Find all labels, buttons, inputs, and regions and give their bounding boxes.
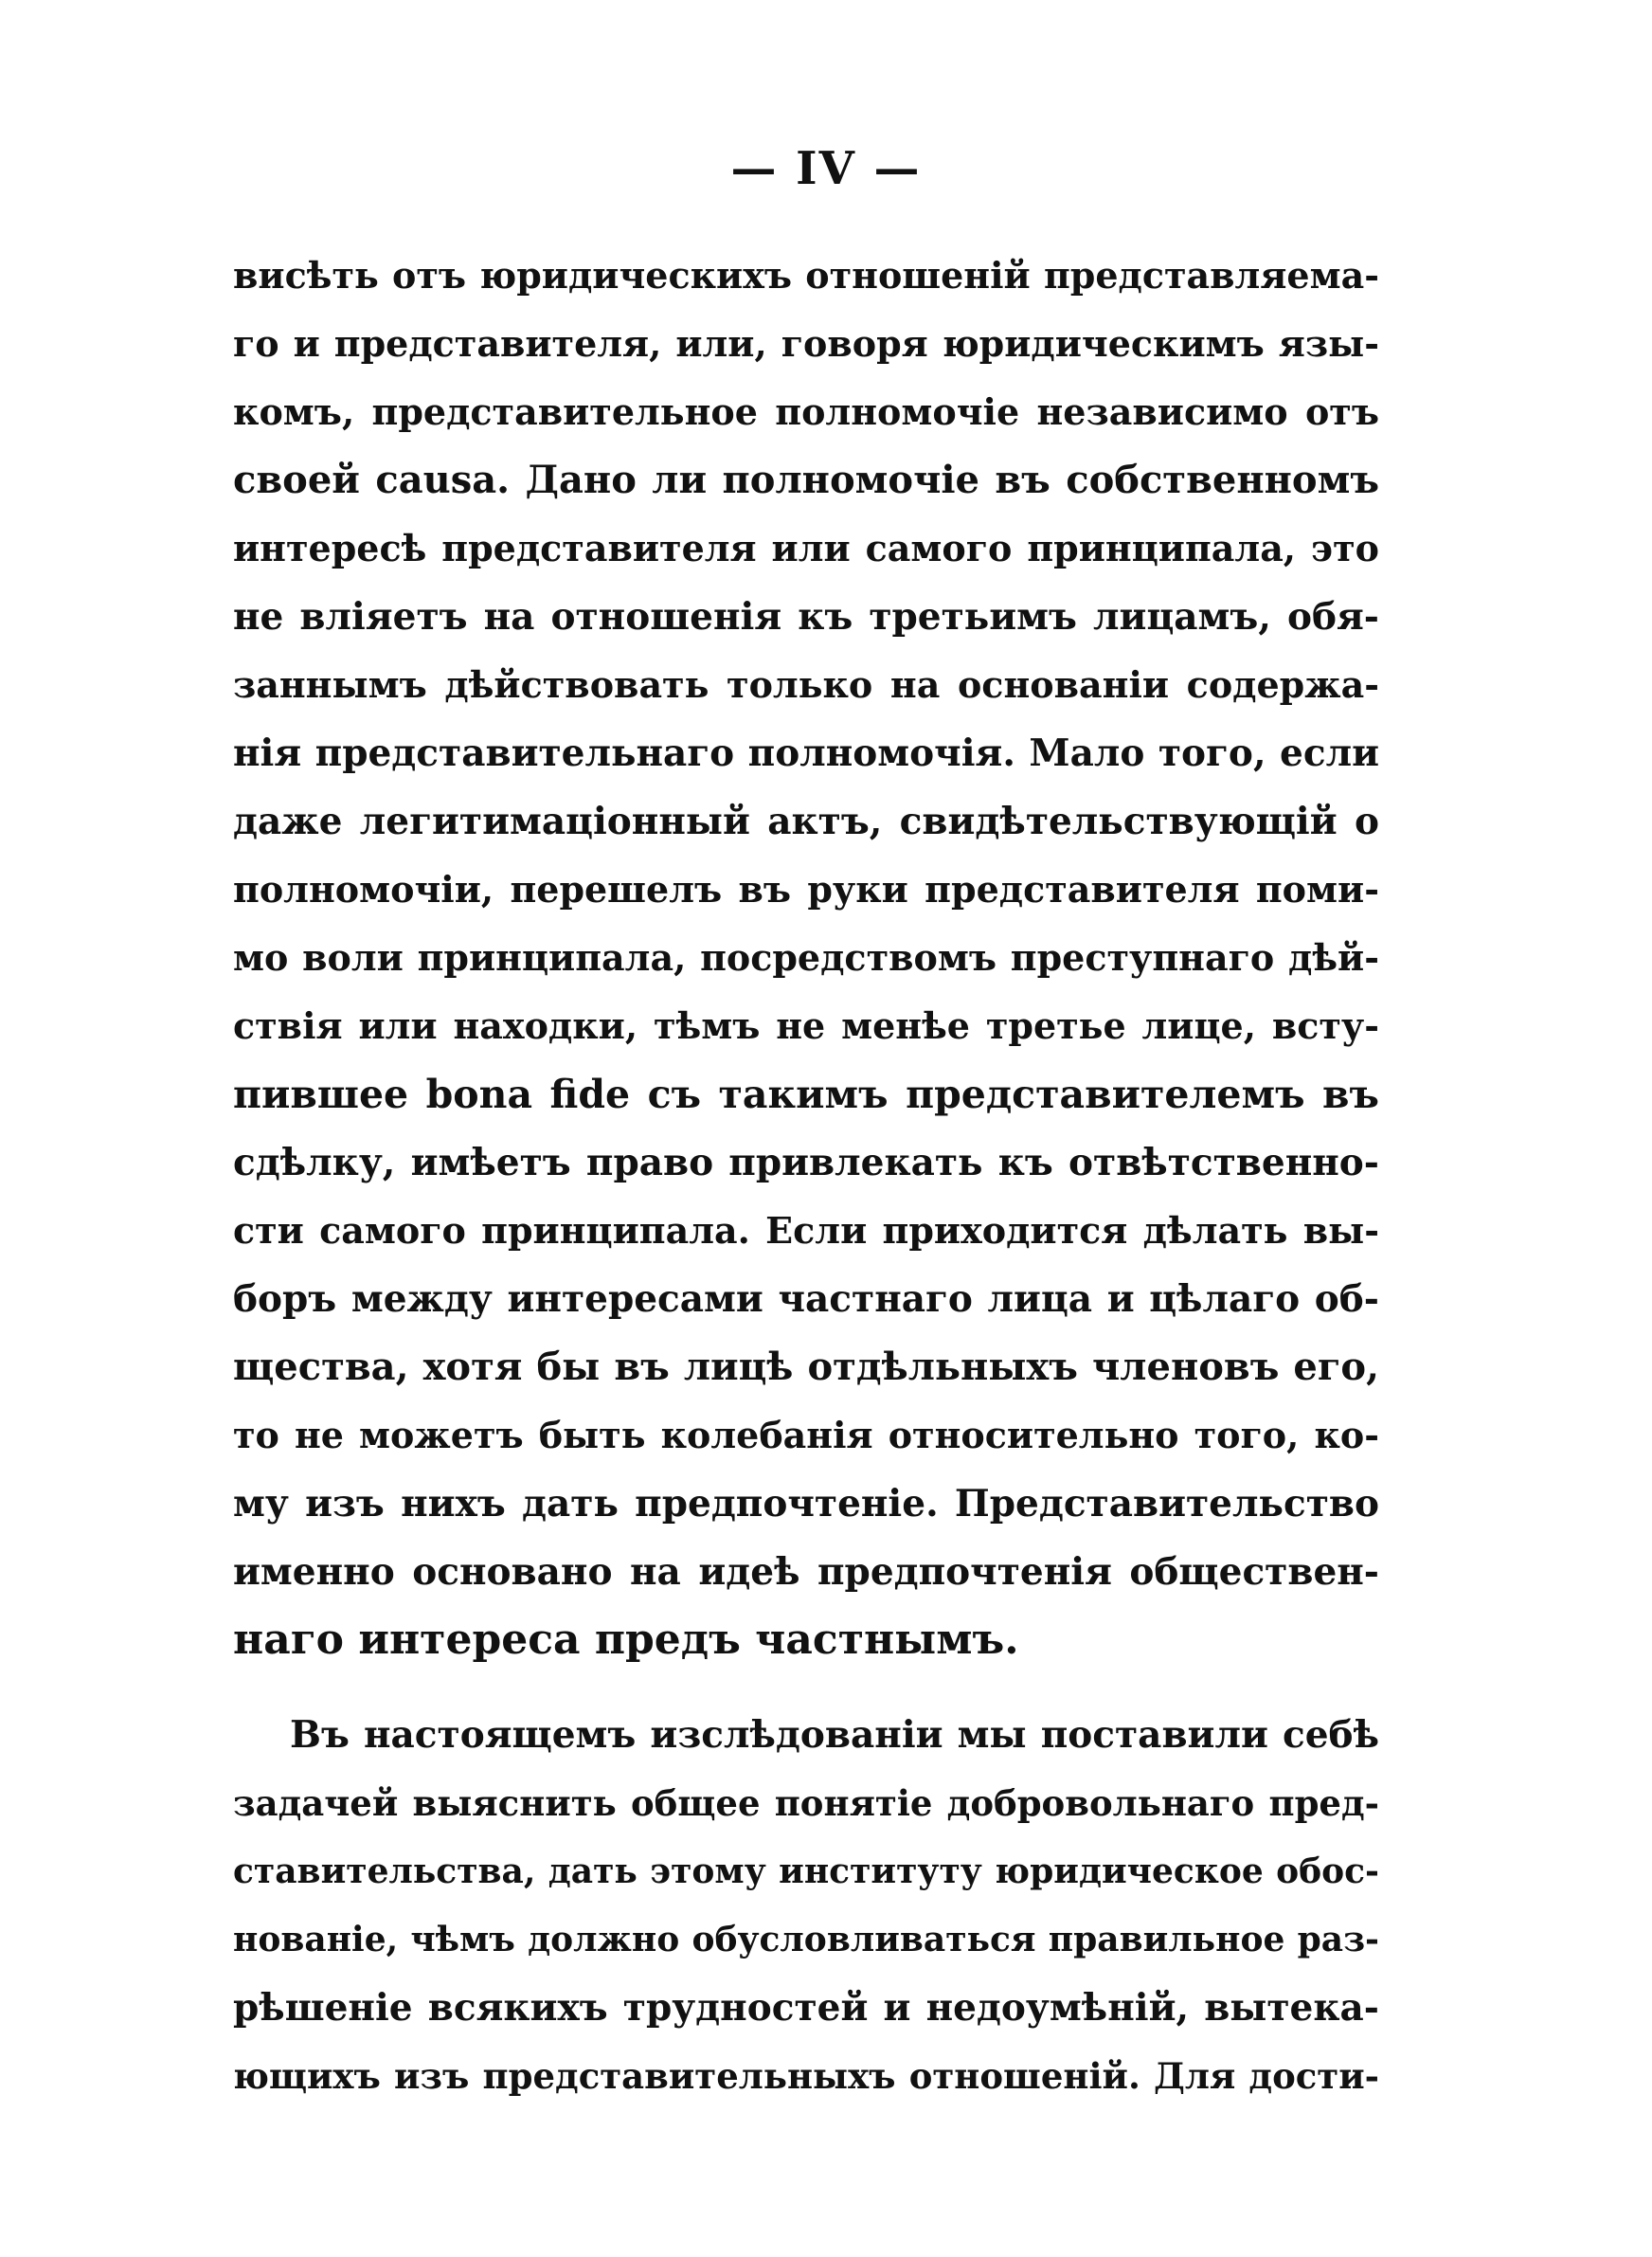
- text-line: заннымъ дѣйствовать только на основаніи содержа-: [233, 663, 1379, 706]
- text-line: ствія или находки, тѣмъ не менѣе третье лице, всту-: [233, 1004, 1379, 1047]
- paragraph-spacer: [233, 1674, 1379, 1701]
- text-line: нія представительнаго полномочія. Мало того, если: [233, 731, 1379, 775]
- text-line: именно основано на идеѣ предпочтенія обществен-: [233, 1550, 1379, 1594]
- text-line: сдѣлку, имѣетъ право привлекать къ отвѣтственно-: [233, 1141, 1379, 1184]
- text-line: мо воли принципала, посредствомъ преступнаго дѣй-: [233, 936, 1379, 979]
- text-line: то не можетъ быть колебанія относительно того, ко-: [233, 1414, 1379, 1456]
- text-line: комъ, представительное полномочіе независимо отъ: [233, 390, 1379, 433]
- text-line: нованіе, чѣмъ должно обусловливаться правильное раз-: [233, 1920, 1379, 1959]
- text-line: го и представителя, или, говоря юридическимъ язы-: [233, 322, 1379, 365]
- text-line: не вліяетъ на отношенія къ третьимъ лицамъ, обя-: [233, 595, 1379, 639]
- text-line: ющихъ изъ представительныхъ отношеній. Для дости-: [233, 2055, 1379, 2097]
- text-line: своей causa. Дано ли полномочіе въ собственномъ: [233, 458, 1379, 502]
- text-line: задачей выяснить общее понятіе добровольнаго пред-: [233, 1782, 1379, 1824]
- text-line: висѣть отъ юридическихъ отношеній представляема-: [233, 254, 1379, 297]
- text-line: сти самого принципала. Если приходится дѣлать вы-: [233, 1209, 1379, 1252]
- paragraph: [233, 1701, 1379, 2110]
- text-line: интересѣ представителя или самого принципала, это: [233, 527, 1379, 569]
- text-line: боръ между интересами частнаго лица и цѣлаго об-: [233, 1277, 1379, 1321]
- text-line: му изъ нихъ дать предпочтеніе. Представительство: [233, 1482, 1379, 1526]
- text-line: полномочіи, перешелъ въ руки представителя поми-: [233, 868, 1379, 911]
- text-line: пившее bona fide съ такимъ представителемъ въ: [233, 1072, 1379, 1117]
- text-line: щества, хотя бы въ лицѣ отдѣльныхъ членовъ его,: [233, 1345, 1379, 1389]
- text-line: Въ настоящемъ изслѣдованіи мы поставили себѣ: [290, 1713, 1379, 1757]
- paragraph: [233, 242, 1379, 1674]
- text-line: ставительства, дать этому институту юридическое обос-: [233, 1851, 1379, 1891]
- text-line: даже легитимаціонный актъ, свидѣтельствующій о: [233, 800, 1379, 843]
- text-line: наго интереса предъ частнымъ.: [233, 1616, 1019, 1664]
- body-text: [233, 242, 1379, 2110]
- page-number: — IV —: [730, 142, 922, 195]
- text-line: рѣшеніе всякихъ трудностей и недоумѣній, вытека-: [233, 1986, 1379, 2030]
